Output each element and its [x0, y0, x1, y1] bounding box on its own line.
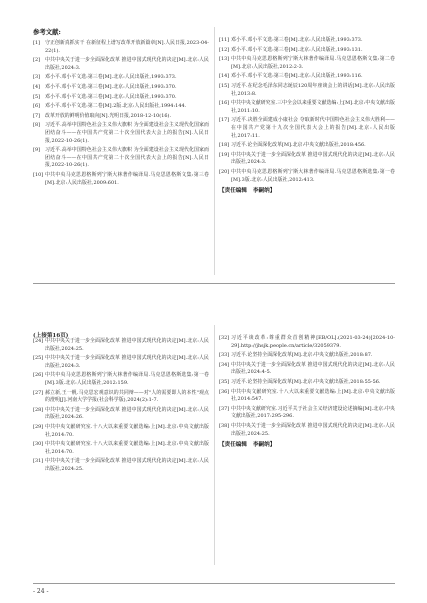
reference-item — [219, 406, 395, 421]
reference-text: 中共中央关于进一步全面深化改革 推进中国式现代化的决定[M].北京:人民出版社,2024:4-5. — [231, 361, 395, 376]
reference-item — [33, 458, 209, 473]
reference-text: 中共中央文献研究室.十八大以来重要文献选编:上[M].北京:中央文献出版社,2014:70. — [45, 441, 209, 455]
reference-text: 中共中央关于进一步全面深化改革 推进中国式现代化的决定[M].北京:人民出版社,2024:25. — [45, 338, 209, 352]
reference-number: [30] — [33, 441, 44, 448]
reference-item — [33, 424, 209, 439]
reference-item — [33, 355, 209, 370]
reference-number: [17] — [219, 117, 230, 124]
reference-item — [219, 100, 395, 115]
reference-number: [7] — [33, 112, 41, 119]
reference-number: [10] — [33, 171, 44, 178]
page-number: - 24 - — [33, 588, 49, 595]
reference-number: [11] — [219, 37, 230, 43]
reference-item — [219, 389, 395, 404]
reference-item — [219, 335, 395, 350]
reference-number: [20] — [219, 168, 230, 175]
reference-item — [219, 117, 395, 140]
editor-name: 李嗣纳】 — [252, 188, 276, 195]
reference-number: [14] — [219, 73, 230, 80]
responsible-editor — [219, 186, 395, 194]
reference-text: 中共中央关于进一步全面深化改革 推进中国式现代化的决定[M].北京:人民出版社,2024:3. — [45, 57, 209, 71]
reference-number: [19] — [219, 151, 230, 158]
reference-text: 习近平.论坚持全面深化改革[M].北京:中央文献出版社,2018:87. — [231, 352, 373, 359]
reference-number: [5] — [33, 93, 41, 100]
reference-number: [4] — [33, 83, 41, 90]
reference-text: 中共中央马克思恩格斯列宁斯大林著作编译局.马克思恩格斯文集:第三卷[M].北京:人民出版社,2009:601. — [45, 171, 209, 186]
reference-item — [219, 142, 395, 150]
reference-item — [33, 372, 209, 387]
reference-item — [219, 37, 395, 45]
reference-number: [35] — [219, 378, 230, 385]
editor-label: 【责任编辑 — [219, 188, 247, 195]
footer-rule — [33, 583, 395, 584]
reference-text: 中共中央文献研究室.十八大以来重要文献选编:上[M].北京:中央文献出版社,2014:547. — [231, 388, 395, 403]
reference-text: 改革开放的鲜明价值取向[N].光明日报,2018-12-10(16). — [45, 112, 172, 119]
reference-text: 习近平谈改革:尊重群众首创精神[EB/OL].(2021-03-24)[2024-10-29].http://jhsjk.people.cn/article/32059379. — [231, 335, 395, 349]
reference-number: [2] — [33, 57, 41, 64]
reference-item — [33, 74, 209, 82]
reference-number: [1] — [33, 40, 41, 46]
reference-text: 邓小平.邓小平文选:第三卷[M].北京:人民出版社,1993:131. — [231, 46, 363, 53]
column-divider — [214, 27, 215, 275]
reference-text: 中共中央文献研究室.三中全会以来重要文献选编:上[M].北京:中央文献出版社,2011:10. — [231, 100, 395, 114]
references-column-right — [219, 37, 395, 194]
references-column-left — [33, 40, 209, 189]
reference-item — [219, 56, 395, 71]
reference-number: [3] — [33, 74, 41, 81]
reference-number: [6] — [33, 103, 41, 110]
editor-name: 李嗣纳】 — [252, 442, 276, 449]
reference-text: 中共中央关于进一步全面深化改革 推进中国式现代化的决定[M].北京:人民出版社,2024:25. — [231, 422, 395, 437]
reference-item — [33, 57, 209, 72]
reference-text: 习近平.论全面深化改革[M].北京:中央文献出版社,2018:456. — [231, 142, 366, 149]
references-heading: 参考文献: — [33, 28, 61, 36]
reference-item — [219, 379, 395, 387]
reference-text: 郝立新,王一帆.马克思宏观意识的共同辩——对"人的需要即人的本性"观点的澄明[J].河南大学学报(社会科学版),2024(2):1-7. — [45, 389, 209, 404]
reference-number: [32] — [219, 335, 230, 341]
reference-text: 邓小平.邓小平文选:第三卷[M].北京:人民出版社,1993:370. — [45, 93, 177, 100]
reference-number: [36] — [219, 388, 230, 395]
reference-item — [219, 423, 395, 438]
reference-item — [33, 122, 209, 145]
reference-item — [219, 152, 395, 167]
reference-number: [9] — [33, 147, 41, 154]
section-divider — [33, 283, 395, 284]
reference-text: 邓小平.邓小平文选:第三卷[M].北京:人民出版社,1993:373. — [231, 37, 363, 43]
references-column-left — [33, 338, 209, 476]
reference-number: [26] — [33, 372, 44, 379]
reference-item — [33, 172, 209, 187]
reference-text: 习近平.决胜全面建成小康社会 夺取新时代中国特色社会主义伟大胜利——在中国共产党第十九次全国代表大会上的报告[M].北京:人民出版社,2017:11. — [231, 117, 395, 139]
column-divider — [214, 325, 215, 565]
reference-text: 习近平.论坚持全面深化改革[M].北京:中央文献出版社,2018:55-56. — [231, 378, 381, 385]
reference-text: 中共中央关于进一步全面深化改革 推进中国式现代化的决定[M].北京:人民出版社,2024:26. — [45, 406, 209, 421]
reference-text: 中共中央马克思恩格斯列宁斯大林著作编译局.马克思恩格斯选集:第一卷[M].3版.北京:人民出版社,2012:413. — [231, 168, 395, 183]
references-bottom — [33, 325, 395, 573]
references-top — [33, 27, 395, 275]
reference-item — [33, 407, 209, 422]
continued-from-label: (上接第16页) — [33, 333, 69, 339]
editor-label: 【责任编辑 — [219, 442, 247, 449]
reference-number: [15] — [219, 82, 230, 89]
reference-item — [33, 103, 209, 111]
reference-number: [25] — [33, 355, 44, 362]
reference-text: 守正创新真抓实干 在新征程上谱写改革开放新篇章[N].人民日报,2023-04-22(1). — [45, 40, 209, 54]
reference-item — [33, 338, 209, 353]
reference-item — [33, 40, 209, 55]
reference-number: [31] — [33, 458, 44, 465]
reference-text: 邓小平.邓小平文选:第三卷[M].北京:人民出版社,1993:373. — [45, 74, 177, 81]
reference-item — [219, 169, 395, 184]
reference-item — [33, 94, 209, 102]
responsible-editor — [219, 440, 395, 448]
reference-item — [33, 441, 209, 456]
reference-item — [33, 147, 209, 170]
reference-number: [29] — [33, 423, 44, 430]
reference-number: [37] — [219, 405, 230, 412]
reference-item — [33, 113, 209, 121]
reference-item — [219, 47, 395, 55]
reference-number: [24] — [33, 338, 44, 344]
reference-item — [219, 362, 395, 377]
reference-item — [219, 83, 395, 98]
reference-item — [33, 390, 209, 405]
reference-text: 中共中央文献研究室.十八大以来重要文献选编:上[M].北京:中央文献出版社,2014:70. — [45, 423, 209, 438]
reference-text: 中共中央马克思恩格斯列宁斯大林著作编译局.马克思恩格斯文集:第二卷[M].北京:人民出版社,2012:2-3. — [231, 56, 395, 70]
reference-text: 邓小平.邓小平文选:第三卷[M].北京:人民出版社,1993:370. — [45, 83, 177, 90]
reference-item — [219, 352, 395, 360]
reference-number: [12] — [219, 46, 230, 53]
reference-text: 邓小平.邓小平文选:第二卷[M].2版.北京:人民出版社,1994:144. — [45, 103, 187, 110]
reference-number: [33] — [219, 352, 230, 359]
reference-number: [16] — [219, 100, 230, 107]
reference-number: [34] — [219, 361, 230, 368]
reference-text: 邓小平.邓小平文选:第三卷[M].北京:人民出版社,1993:116. — [231, 73, 363, 80]
reference-text: 中共中央文献研究室.习近平关于社会主义经济建设论述摘编[M].北京:中央文献出版社,2017:295-296. — [231, 405, 395, 420]
reference-text: 中共中央马克思恩格斯列宁斯大林著作编译局.马克思恩格斯选集:第一卷[M].3版.北京:人民出版社,2012:159. — [45, 372, 209, 386]
references-column-right — [219, 335, 395, 448]
reference-item — [33, 84, 209, 92]
reference-number: [27] — [33, 389, 44, 396]
reference-item — [219, 73, 395, 81]
reference-text: 中共中央关于进一步全面深化改革 推进中国式现代化的决定[M].北京:人民出版社,2024:25. — [45, 458, 209, 472]
reference-text: 习近平.在纪念毛泽东同志诞辰120周年座谈会上的讲话[M].北京:人民出版社,2013:8. — [231, 82, 395, 97]
reference-text: 中共中央关于进一步全面深化改革 推进中国式现代化的决定[M].北京:人民出版社,2024:3. — [45, 355, 209, 369]
reference-number: [38] — [219, 422, 230, 429]
reference-text: 习近平.高举中国特色社会主义伟大旗帜 为全面建设社会主义现代化国家而团结奋斗——在中国共产党第二十次全国代表大会上的报告[N].人民日报,2022-10-26(1). — [45, 122, 209, 144]
reference-number: [18] — [219, 142, 230, 149]
reference-number: [8] — [33, 122, 41, 129]
reference-text: 习近平.高举中国特色社会主义伟大旗帜 为全面建设社会主义现代化国家而团结奋斗——在中国共产党第二十次全国代表大会上的报告[N].人民日报,2022-10-26(1). — [45, 147, 209, 169]
reference-number: [13] — [219, 56, 230, 63]
reference-text: 中共中央关于进一步全面深化改革 推进中国式现代化的决定[M].北京:人民出版社,2024:3. — [231, 151, 395, 166]
reference-number: [28] — [33, 406, 44, 413]
